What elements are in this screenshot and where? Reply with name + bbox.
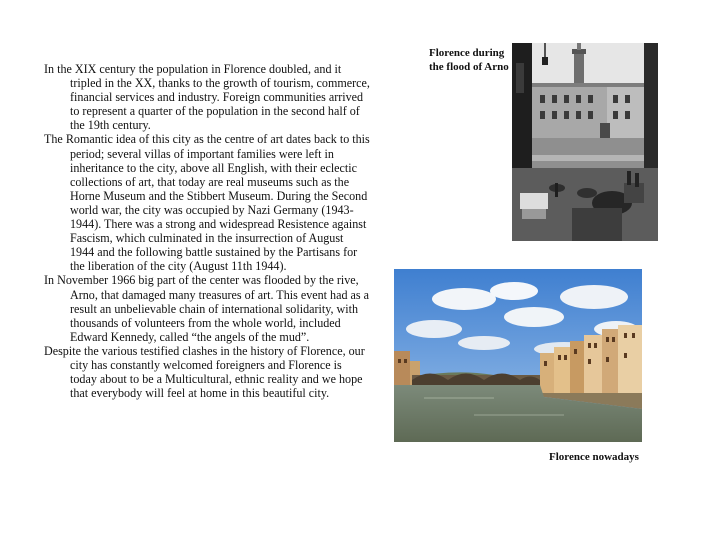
paragraph: The Romantic idea of this city as the centre of art dates back to this period; several villas of important families were left in inheritance to the city, above all English, with their eclectic collections of art, that today are real museums such as the Horne Museum and the Stibbert Museum. During the Second world war, the city was occupied by Nazi Germany (1943-1944). There was a strong and widespread Resistence against Fascism, which culminated in the insurrection of August 1944 and the following battle sustained by the Partisans for the liberation of the city (August 11th 1944). [44,132,370,274]
flood-photo [512,43,658,241]
paragraph: In the XIX century the population in Florence doubled, and it tripled in the XX, thanks to the growth of tourism, commerce, financial services and industry. Foreign communities arrived to represent a quarter of the population in the second half of the 19th century. [44,62,370,133]
paragraph: In November 1966 big part of the center was flooded by the rive, Arno, that damaged many treasures of art. This event had as a result an unbelievable chain of international solidarity, with thousands of volunteers from the whole world, included Edward Kennedy, called “the angels of the mud”. [44,273,369,344]
today-photo-caption: Florence nowadays [549,451,639,463]
paragraph: Despite the various testified clashes in the history of Florence, our city has constantly welcomed foreigners and Florence is today about to be a Multicultural, ethnic reality and we hope that everybody will feel at home in this beautiful city. [44,343,365,401]
body-text [44,62,370,400]
florence-today-photo [394,269,642,442]
flood-photo-caption: Florence during the flood of Arno [429,47,509,73]
